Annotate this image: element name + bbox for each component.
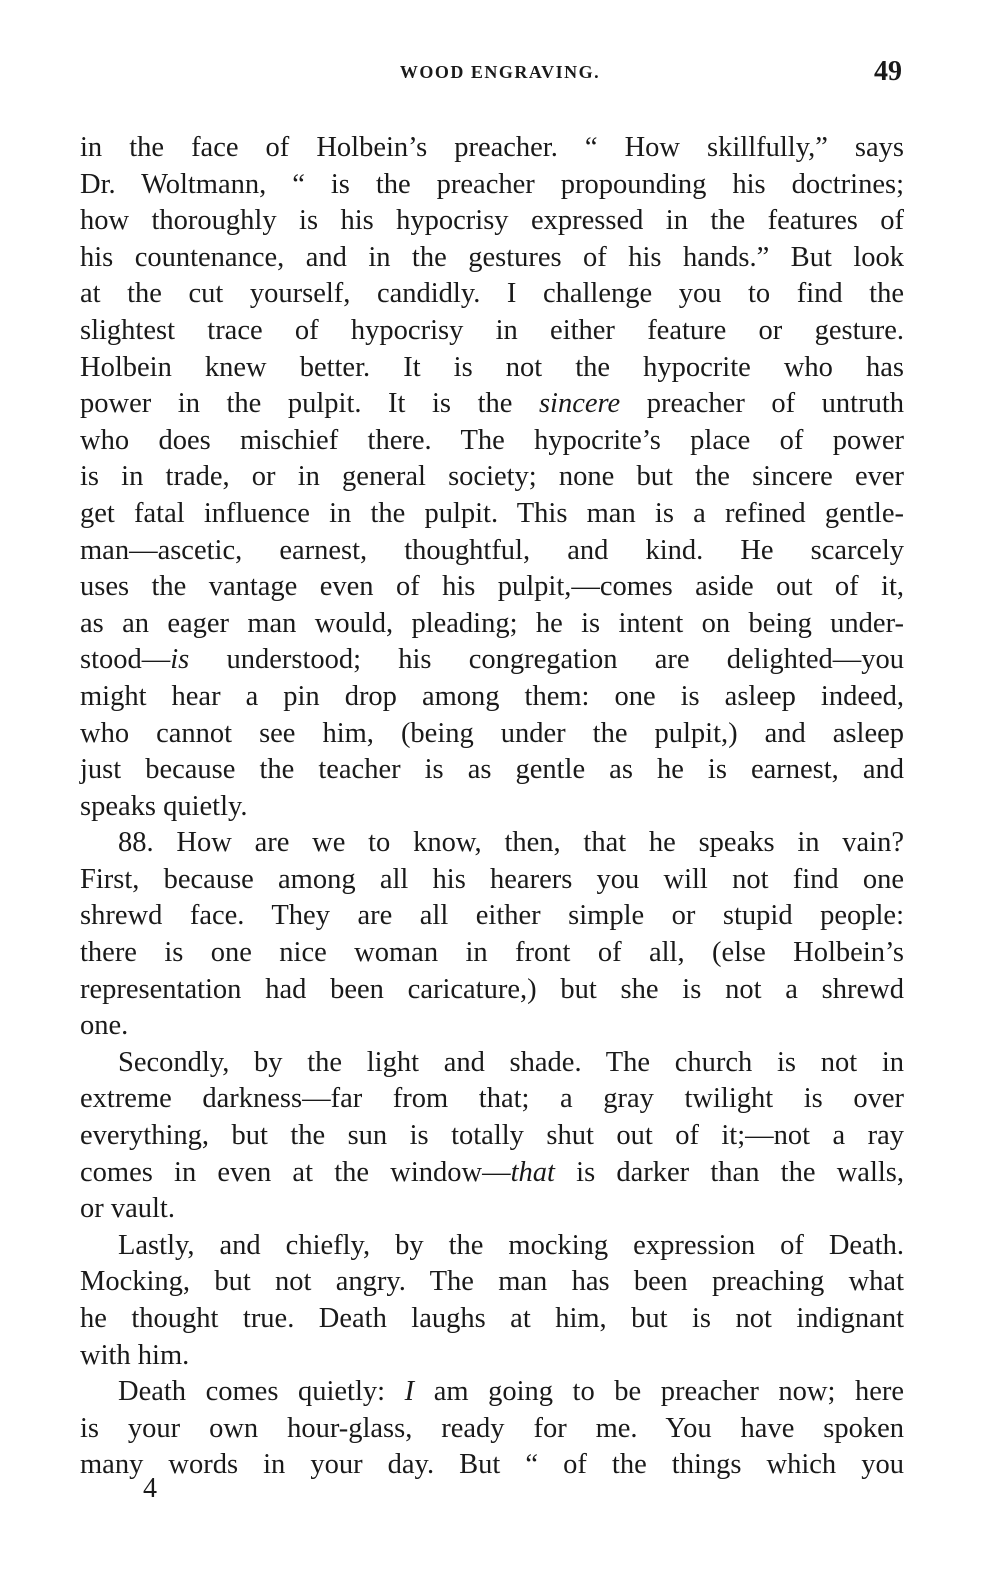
signature-mark: 4 xyxy=(143,1473,157,1504)
text-run: am going to be preacher now; here xyxy=(414,1376,904,1408)
text-line: slightest trace of hypocrisy in either feature or gesture. xyxy=(80,314,904,346)
text-line: Secondly, by the light and shade. The church is not in xyxy=(118,1046,904,1078)
text-run: comes in even at the window— xyxy=(80,1156,511,1188)
text-run: stood— xyxy=(80,644,171,676)
italic-run: is xyxy=(170,644,190,676)
text-line: just because the teacher is as gentle as he is earnest, and xyxy=(80,754,904,786)
text-line xyxy=(80,386,904,423)
text-line: many words in your day. But “ of the things which you xyxy=(80,1449,904,1481)
text-line: is your own hour-glass, ready for me. You have spoken xyxy=(80,1412,904,1444)
text-run: is darker than the walls, xyxy=(554,1156,904,1188)
text-run: power in the pulpit. It is the xyxy=(80,388,539,420)
text-line: in the face of Holbein’s preacher. “ How skillfully,” says xyxy=(80,132,904,163)
text-line xyxy=(80,1155,904,1192)
text-line: Dr. Woltmann, “ is the preacher propounding his doctrines; xyxy=(80,168,904,200)
text-line: with him. xyxy=(80,1339,190,1371)
text-line: his countenance, and in the gestures of his hands.” But look xyxy=(80,241,904,273)
text-line: there is one nice woman in front of all, (else Holbein’s xyxy=(80,937,904,969)
text-line: speaks quietly. xyxy=(80,790,248,822)
text-line: Mocking, but not angry. The man has been preaching what xyxy=(80,1266,904,1298)
text-line: First, because among all his hearers you will not find one xyxy=(80,863,904,895)
text-line: who cannot see him, (being under the pulpit,) and asleep xyxy=(80,717,904,749)
text-line: Holbein knew better. It is not the hypocrite who has xyxy=(80,351,904,383)
text-line: shrewd face. They are all either simple or stupid people: xyxy=(80,900,904,932)
text-line: who does mischief there. The hypocrite’s place of power xyxy=(80,424,904,456)
text-run: Death comes quietly: xyxy=(118,1376,405,1408)
text-line: how thoroughly is his hypocrisy expressed in the features of xyxy=(80,205,904,237)
text-line: 88. How are we to know, then, that he speaks in vain? xyxy=(118,827,904,859)
text-line: get fatal influence in the pulpit. This man is a refined gentle- xyxy=(80,497,904,529)
text-line xyxy=(80,1374,904,1411)
italic-run: sincere xyxy=(538,388,621,420)
text-line: he thought true. Death laughs at him, but is not indignant xyxy=(80,1303,904,1334)
page-number: 49 xyxy=(874,56,902,87)
text-line: man—ascetic, earnest, thoughtful, and kind. He scarcely xyxy=(80,534,904,566)
text-line: extreme darkness—far from that; a gray twilight is over xyxy=(80,1083,904,1115)
text-run: preacher of untruth xyxy=(620,388,904,420)
text-line: at the cut yourself, candidly. I challenge you to find the xyxy=(80,278,904,310)
italic-run: I xyxy=(404,1376,415,1408)
text-line xyxy=(80,642,904,679)
text-line: is in trade, or in general society; none but the sincere ever xyxy=(80,461,904,493)
text-line: representation had been caricature,) but she is not a shrewd xyxy=(80,973,904,1005)
running-header: WOOD ENGRAVING. xyxy=(399,62,601,82)
text-line: Lastly, and chiefly, by the mocking expression of Death. xyxy=(118,1229,904,1261)
body-text xyxy=(80,130,904,1484)
text-line: everything, but the sun is totally shut out of it;—not a ray xyxy=(80,1120,904,1152)
text-line: one. xyxy=(80,1010,129,1042)
text-line: as an eager man would, pleading; he is intent on being under- xyxy=(80,607,904,639)
text-line: or vault. xyxy=(80,1193,175,1225)
text-line: uses the vantage even of his pulpit,—comes aside out of it, xyxy=(80,571,904,603)
text-run: understood; his congregation are delighted—you xyxy=(189,644,904,676)
italic-run: that xyxy=(510,1156,555,1188)
text-line: might hear a pin drop among them: one is asleep indeed, xyxy=(80,680,904,712)
